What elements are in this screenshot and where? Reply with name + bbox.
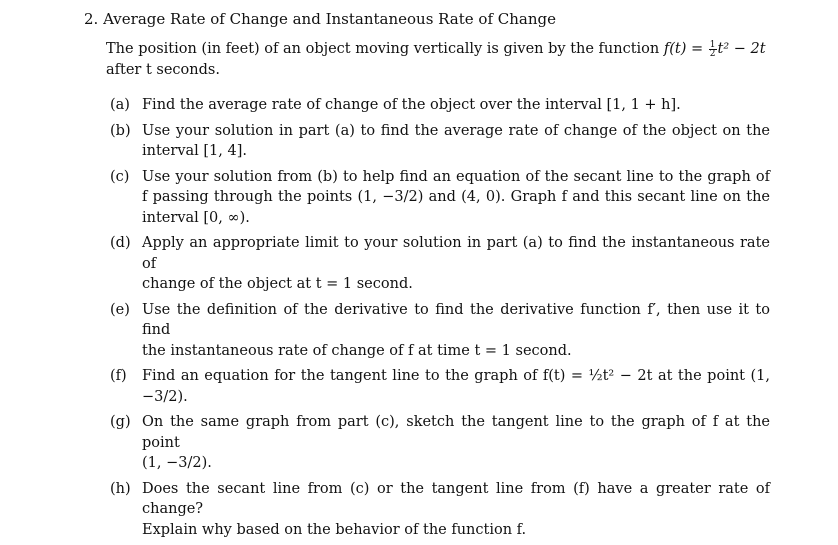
part-line: the instantaneous rate of change of f at time t = 1 second. <box>142 342 572 359</box>
part-d <box>110 233 770 295</box>
part-h <box>110 479 770 541</box>
intro-function <box>664 41 766 57</box>
part-label: (g) <box>110 414 131 430</box>
part-line: Find the average rate of change of the object over the interval [1, 1 + h]. <box>142 97 681 113</box>
intro-function-rhs: t² − 2t <box>717 41 766 57</box>
part-line: Find an equation for the tangent line to the graph of f(t) = ½t² − 2t at the point (1, −3/2). <box>142 368 770 405</box>
part-line: (1, −3/2). <box>142 455 212 471</box>
part-line: f passing through the points (1, −3/2) and (4, 0). Graph f and this secant line on the <box>142 189 770 205</box>
problem-heading: 2. Average Rate of Change and Instantaneous Rate of Change <box>84 10 556 28</box>
intro-function-lhs: f(t) = <box>663 41 708 57</box>
part-label: (e) <box>110 301 130 318</box>
part-label: (a) <box>110 97 130 113</box>
part-a <box>110 95 770 116</box>
part-line: Does the secant line from (c) or the tangent line from (f) have a greater rate of change? <box>142 480 770 517</box>
part-line: change of the object at t = 1 second. <box>142 276 413 292</box>
part-line: Apply an appropriate limit to your solution in part (a) to find the instantaneous rate of <box>142 235 770 272</box>
half-numerator: 1 <box>709 39 716 50</box>
part-label: (c) <box>110 168 130 185</box>
intro-line-2: after t seconds. <box>106 62 220 78</box>
part-e <box>110 300 770 362</box>
part-label: (h) <box>110 480 131 497</box>
part-line: Use your solution from (b) to help find an equation of the secant line to the graph of <box>142 168 770 185</box>
half-fraction <box>709 41 717 58</box>
part-f <box>110 366 770 407</box>
part-line: On the same graph from part (c), sketch the tangent line to the graph of f at the point <box>142 414 770 451</box>
part-label: (b) <box>110 122 131 139</box>
part-line: interval [0, ∞). <box>142 209 250 226</box>
part-label: (d) <box>110 235 131 251</box>
part-g <box>110 412 770 474</box>
part-line: Use the definition of the derivative to find the derivative function f′, then use it to find <box>142 301 770 338</box>
part-c <box>110 167 770 229</box>
part-line: Use your solution in part (a) to find the average rate of change of the object on the <box>142 122 770 139</box>
problem-intro <box>106 39 774 81</box>
part-label: (f) <box>110 368 127 384</box>
part-b <box>110 121 770 162</box>
part-line: Explain why based on the behavior of the function f. <box>142 521 527 538</box>
parts-list <box>110 95 770 545</box>
part-line: interval [1, 4]. <box>142 143 247 159</box>
intro-text: The position (in feet) of an object moving vertically is given by the function <box>106 41 664 57</box>
half-denominator: 2 <box>709 48 716 59</box>
